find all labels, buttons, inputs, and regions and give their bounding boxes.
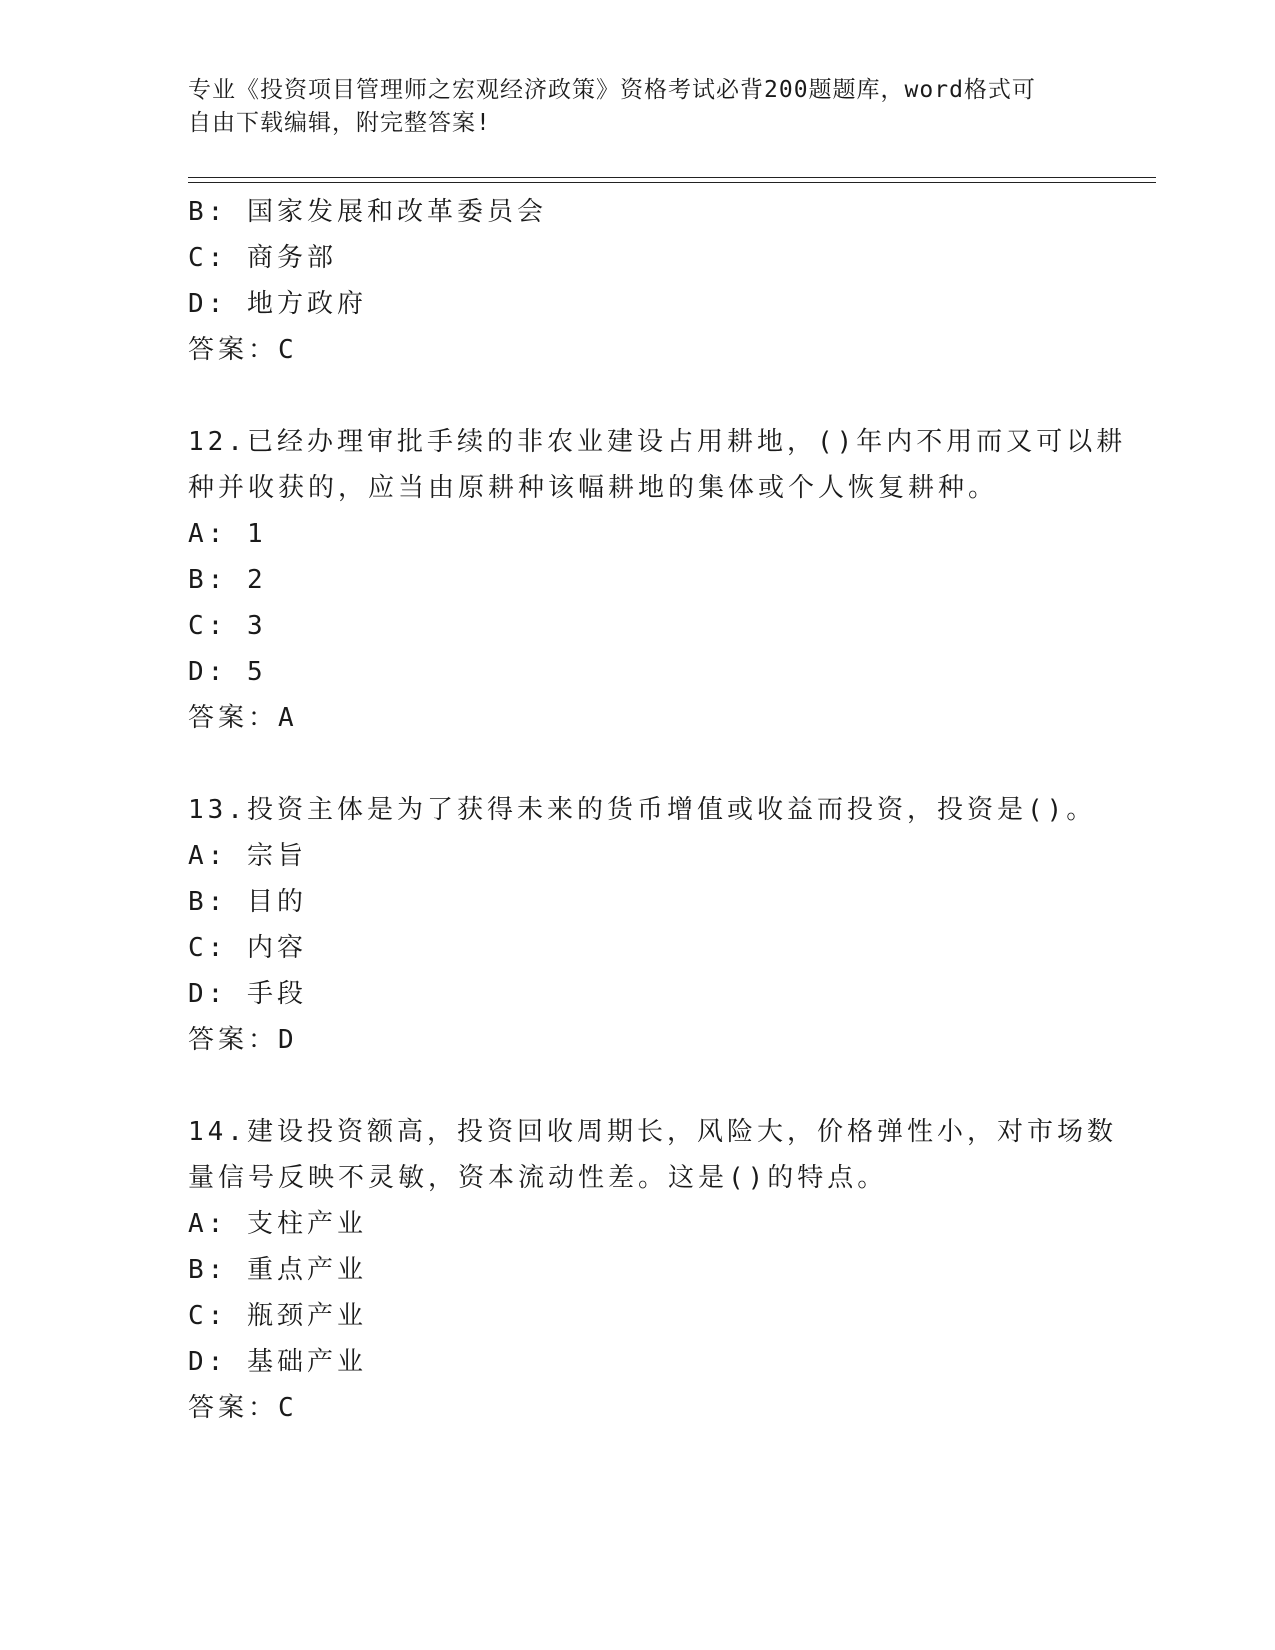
answer-line: 答案：D: [188, 1025, 298, 1055]
option-c: C: 3: [188, 611, 267, 641]
header-rule-bottom: [188, 182, 1156, 183]
option-a: A: 1: [188, 519, 267, 549]
document-header: [188, 74, 1068, 140]
option-d: D: 5: [188, 657, 267, 687]
question-block-14: [188, 1109, 1117, 1431]
question-text: 14.建设投资额高，投资回收周期长，风险大，价格弹性小，对市场数: [188, 1117, 1117, 1147]
question-text-cont: 种并收获的，应当由原耕种该幅耕地的集体或个人恢复耕种。: [188, 473, 999, 503]
option-a: A: 支柱产业: [188, 1209, 367, 1239]
header-line-2: 自由下载编辑，附完整答案!: [188, 110, 491, 136]
option-b: B: 2: [188, 565, 267, 595]
option-b: B: 重点产业: [188, 1255, 367, 1285]
option-b: B: 目的: [188, 887, 307, 917]
question-text-cont: 量信号反映不灵敏，资本流动性差。这是()的特点。: [188, 1163, 888, 1193]
question-text: 12.已经办理审批手续的非农业建设占用耕地，()年内不用而又可以耕: [188, 427, 1127, 457]
question-block-prev: [188, 189, 1088, 373]
spacer: [188, 1063, 1088, 1109]
question-text: 13.投资主体是为了获得未来的货币增值或收益而投资，投资是()。: [188, 795, 1097, 825]
option-a: A: 宗旨: [188, 841, 307, 871]
question-block-12: [188, 419, 1127, 741]
option-d: D: 手段: [188, 979, 307, 1009]
spacer: [188, 741, 1088, 787]
header-rule-top: [188, 177, 1156, 178]
option-d: D: 基础产业: [188, 1347, 367, 1377]
option-d: D: 地方政府: [188, 289, 367, 319]
option-c: C: 商务部: [188, 243, 337, 273]
answer-line: 答案：A: [188, 703, 298, 733]
option-c: C: 瓶颈产业: [188, 1301, 367, 1331]
option-b: B: 国家发展和改革委员会: [188, 197, 547, 227]
spacer: [188, 373, 1088, 419]
answer-line: 答案：C: [188, 335, 298, 365]
option-c: C: 内容: [188, 933, 307, 963]
header-line-1: 专业《投资项目管理师之宏观经济政策》资格考试必背200题题库，word格式可: [188, 77, 1036, 103]
question-block-13: [188, 787, 1097, 1063]
question-list: [188, 189, 1127, 1431]
answer-line: 答案：C: [188, 1393, 298, 1423]
